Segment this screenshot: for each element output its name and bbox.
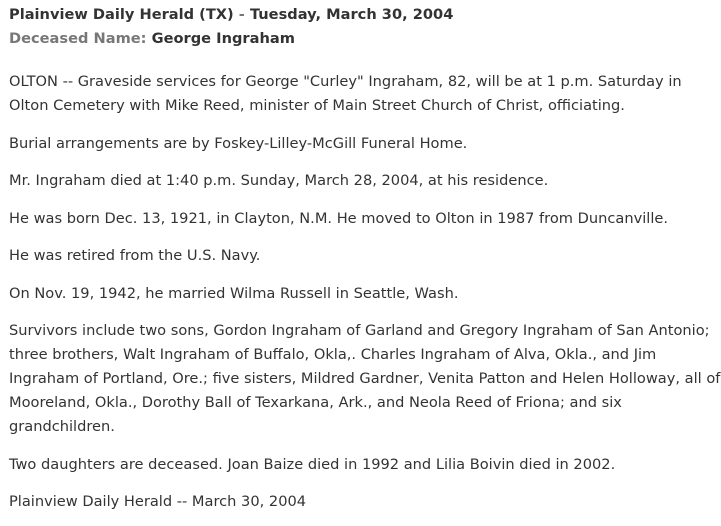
obituary-header bbox=[9, 3, 721, 51]
paragraph-marriage: On Nov. 19, 1942, he married Wilma Russell in Seattle, Wash. bbox=[9, 284, 459, 302]
deceased-label: Deceased Name: bbox=[9, 30, 147, 47]
deceased-name: George Ingraham bbox=[151, 30, 295, 47]
paragraph-burial: Burial arrangements are by Foskey-Lilley-McGill Funeral Home. bbox=[9, 134, 468, 152]
paragraph-death: Mr. Ingraham died at 1:40 p.m. Sunday, March 28, 2004, at his residence. bbox=[9, 172, 549, 189]
paragraph-military: He was retired from the U.S. Navy. bbox=[9, 247, 261, 264]
paragraph-services: OLTON -- Graveside services for George "Curley" Ingraham, 82, will be at 1 p.m. Saturday in Olton Cemetery with Mike Reed, minister of Main Street Church of Christ, officiating. bbox=[9, 73, 682, 114]
newspaper-name: Plainview Daily Herald (TX) bbox=[9, 6, 234, 23]
newspaper-dateline bbox=[9, 3, 721, 27]
paragraph-source: Plainview Daily Herald -- March 30, 2004 bbox=[9, 493, 307, 510]
paragraph-preceded: Two daughters are deceased. Joan Baize died in 1992 and Lilia Boivin died in 2002. bbox=[9, 455, 616, 473]
dateline-separator: - bbox=[233, 6, 250, 23]
obituary-body bbox=[9, 70, 721, 514]
publication-date: Tuesday, March 30, 2004 bbox=[249, 6, 454, 23]
deceased-line bbox=[9, 27, 721, 51]
paragraph-survivors: Survivors include two sons, Gordon Ingraham of Garland and Gregory Ingraham of San Antonio; three brothers, Walt Ingraham of Buffalo, Okla,. Charles Ingraham of Alva, Okla., and Jim Ingraham of Portland, Ore.; five sisters, Mildred Gardner, Venita Patton and Helen Holloway, all of Mooreland, Okla., Dorothy Ball of Texarkana, Ark., and Neola Reed of Friona; and six grandchildren. bbox=[9, 322, 721, 435]
paragraph-birth: He was born Dec. 13, 1921, in Clayton, N.M. He moved to Olton in 1987 from Duncanville. bbox=[9, 209, 669, 227]
